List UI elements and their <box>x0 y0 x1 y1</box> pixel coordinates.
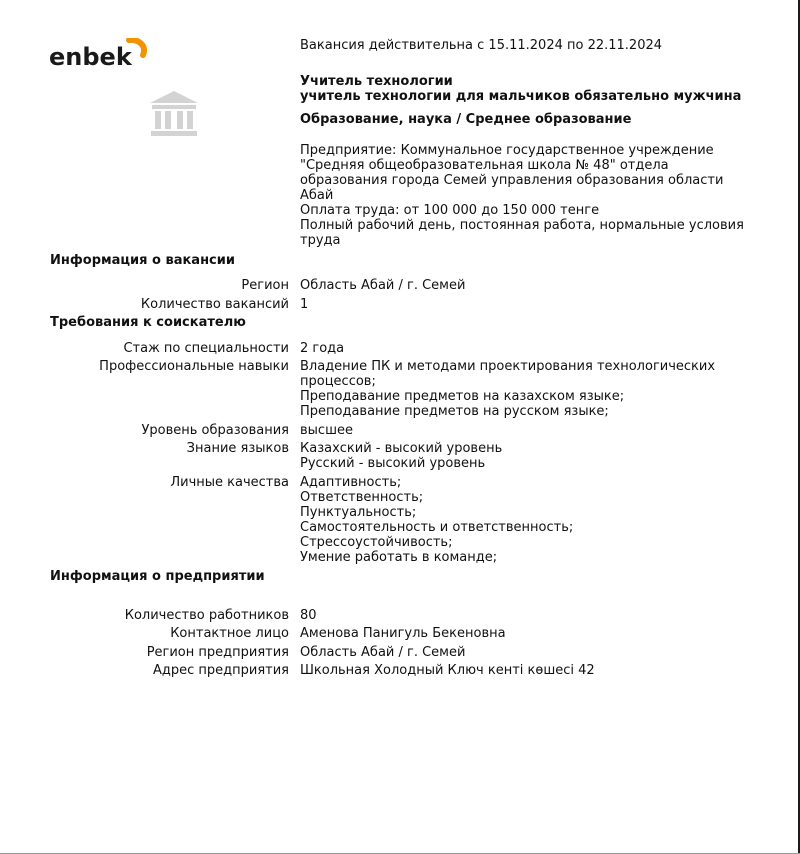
quality-item: Адаптивность; <box>300 475 402 490</box>
education-label: Уровень образования <box>141 423 289 438</box>
quality-item: Ответственность; <box>300 490 424 505</box>
vacancy-category: Образование, наука / Среднее образование <box>300 112 632 127</box>
skills-item: Владение ПК и методами проектирования технологических <box>300 359 716 374</box>
education-value: высшее <box>300 423 353 438</box>
contact-label: Контактное лицо <box>170 626 289 641</box>
section-heading-requirements: Требования к соискателю <box>50 315 246 330</box>
languages-list <box>300 441 502 471</box>
region-value: Область Абай / г. Семей <box>300 278 466 293</box>
quality-item: Пунктуальность; <box>300 505 417 520</box>
qualities-list <box>300 475 573 565</box>
contact-value: Аменова Панигуль Бекеновна <box>300 626 506 641</box>
enbek-logo <box>49 38 159 74</box>
employer-line: "Средняя общеобразовательная школа № 48" отдела <box>300 158 669 173</box>
experience-label: Стаж по специальности <box>123 341 289 356</box>
salary: Оплата труда: от 100 000 до 150 000 тенге <box>300 203 600 218</box>
validity-period: Вакансия действительна с 15.11.2024 по 22.11.2024 <box>300 38 663 53</box>
languages-label: Знание языков <box>186 441 289 456</box>
logo-arc-icon <box>125 38 149 60</box>
employer-line: Абай <box>300 188 334 203</box>
logo-text: enbek <box>49 43 132 71</box>
experience-value: 2 года <box>300 341 345 356</box>
section-heading-vacancy-info: Информация о вакансии <box>50 253 235 268</box>
company-region-label: Регион предприятия <box>146 645 289 660</box>
employer-line: образования города Семей управления образования области <box>300 173 724 188</box>
quality-item: Самостоятельность и ответственность; <box>300 520 574 535</box>
section-heading-company-info: Информация о предприятии <box>50 569 265 584</box>
vacancy-count-value: 1 <box>300 297 309 312</box>
language-item: Казахский - высокий уровень <box>300 441 503 456</box>
institution-icon <box>148 90 200 138</box>
vacancy-title: Учитель технологии <box>300 74 453 89</box>
quality-item: Стрессоустойчивость; <box>300 535 453 550</box>
skills-list <box>300 359 715 419</box>
employees-value: 80 <box>300 608 317 623</box>
skills-item: процессов; <box>300 374 376 389</box>
vacancy-count-label: Количество вакансий <box>140 297 289 312</box>
skills-label: Профессиональные навыки <box>99 359 289 374</box>
employer-description <box>300 143 744 248</box>
skills-item: Преподавание предметов на казахском языке; <box>300 389 625 404</box>
qualities-label: Личные качества <box>170 475 289 490</box>
conditions-line: Полный рабочий день, постоянная работа, нормальные условия <box>300 218 744 233</box>
company-region-value: Область Абай / г. Семей <box>300 645 466 660</box>
employer-line: Предприятие: Коммунальное государственное учреждение <box>300 143 714 158</box>
conditions-line: труда <box>300 233 341 248</box>
vacancy-subtitle: учитель технологии для мальчиков обязательно мужчина <box>300 89 742 104</box>
skills-item: Преподавание предметов на русском языке; <box>300 404 609 419</box>
employees-label: Количество работников <box>124 608 289 623</box>
address-value: Школьная Холодный Ключ кенті көшесі 42 <box>300 663 595 678</box>
region-label: Регион <box>241 278 289 293</box>
address-label: Адрес предприятия <box>152 663 289 678</box>
quality-item: Умение работать в команде; <box>300 550 498 565</box>
language-item: Русский - высокий уровень <box>300 456 486 471</box>
